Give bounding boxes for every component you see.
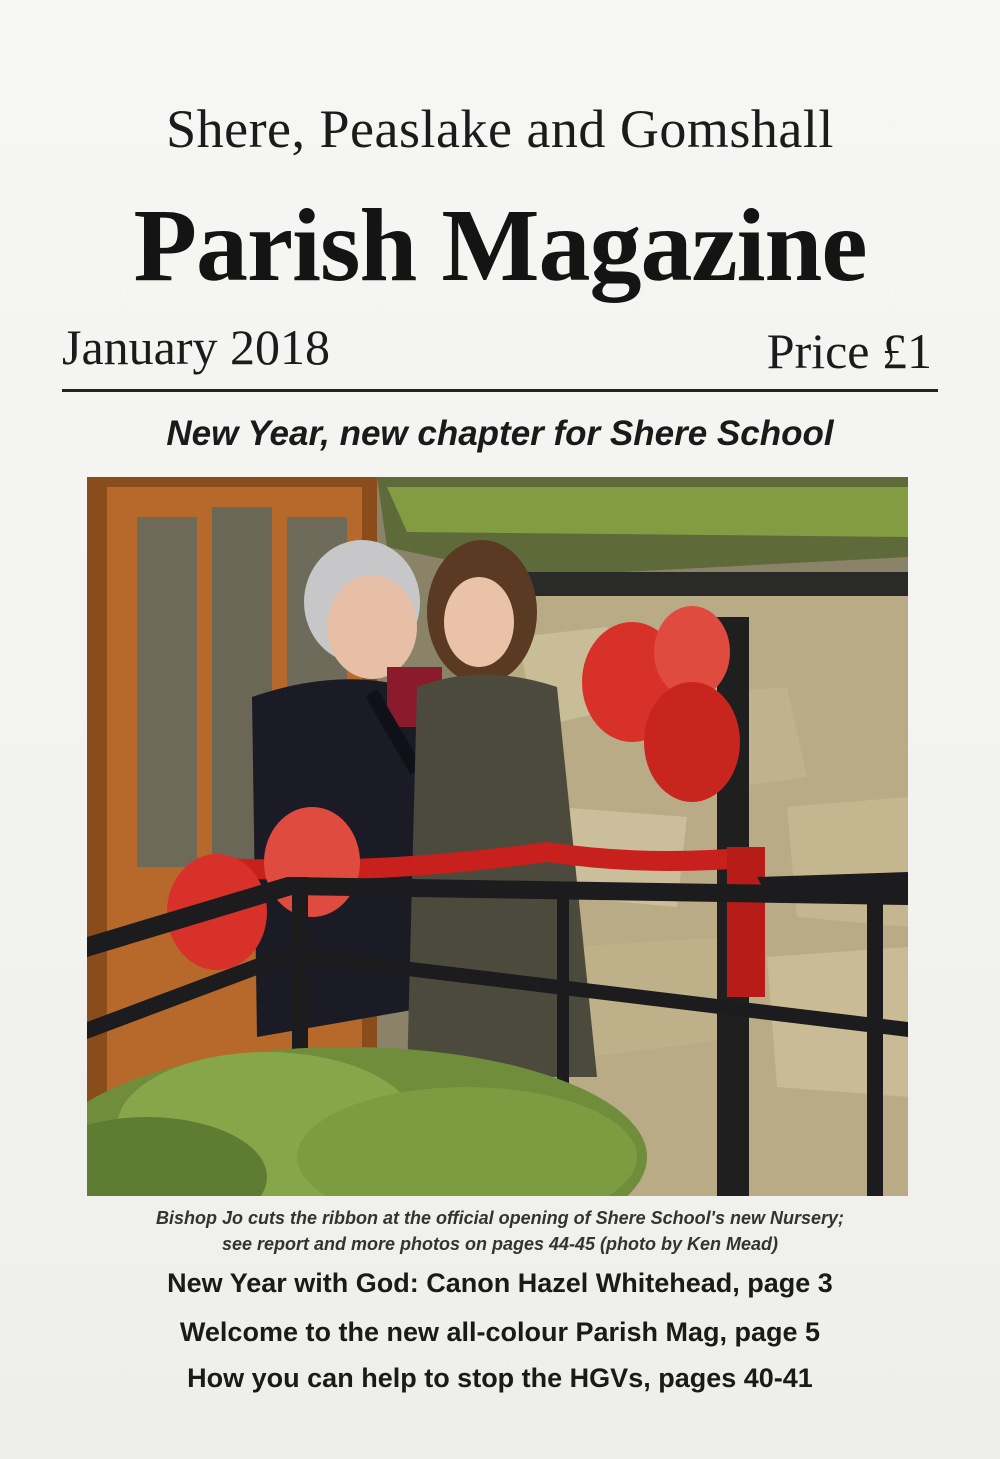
caption-line: Bishop Jo cuts the ribbon at the official opening of Shere School's new Nursery;	[155, 1208, 845, 1228]
masthead-title: Parish Magazine	[133, 188, 867, 303]
photo-caption	[0, 1205, 1000, 1257]
teaser-line: New Year with God: Canon Hazel Whitehead, page 3	[167, 1268, 833, 1298]
teaser-line: How you can help to stop the HGVs, pages 40-41	[187, 1363, 813, 1393]
cover-photo	[87, 477, 908, 1196]
cover-headline: New Year, new chapter for Shere School	[166, 414, 834, 453]
masthead-divider	[62, 389, 938, 392]
caption-line: see report and more photos on pages 44-45 (photo by Ken Mead)	[221, 1234, 779, 1254]
issue-date: January 2018	[62, 319, 330, 375]
price-label: Price £1	[766, 323, 932, 379]
masthead-subtitle: Shere, Peaslake and Gomshall	[166, 99, 834, 159]
teaser-line: Welcome to the new all-colour Parish Mag, page 5	[179, 1317, 821, 1347]
